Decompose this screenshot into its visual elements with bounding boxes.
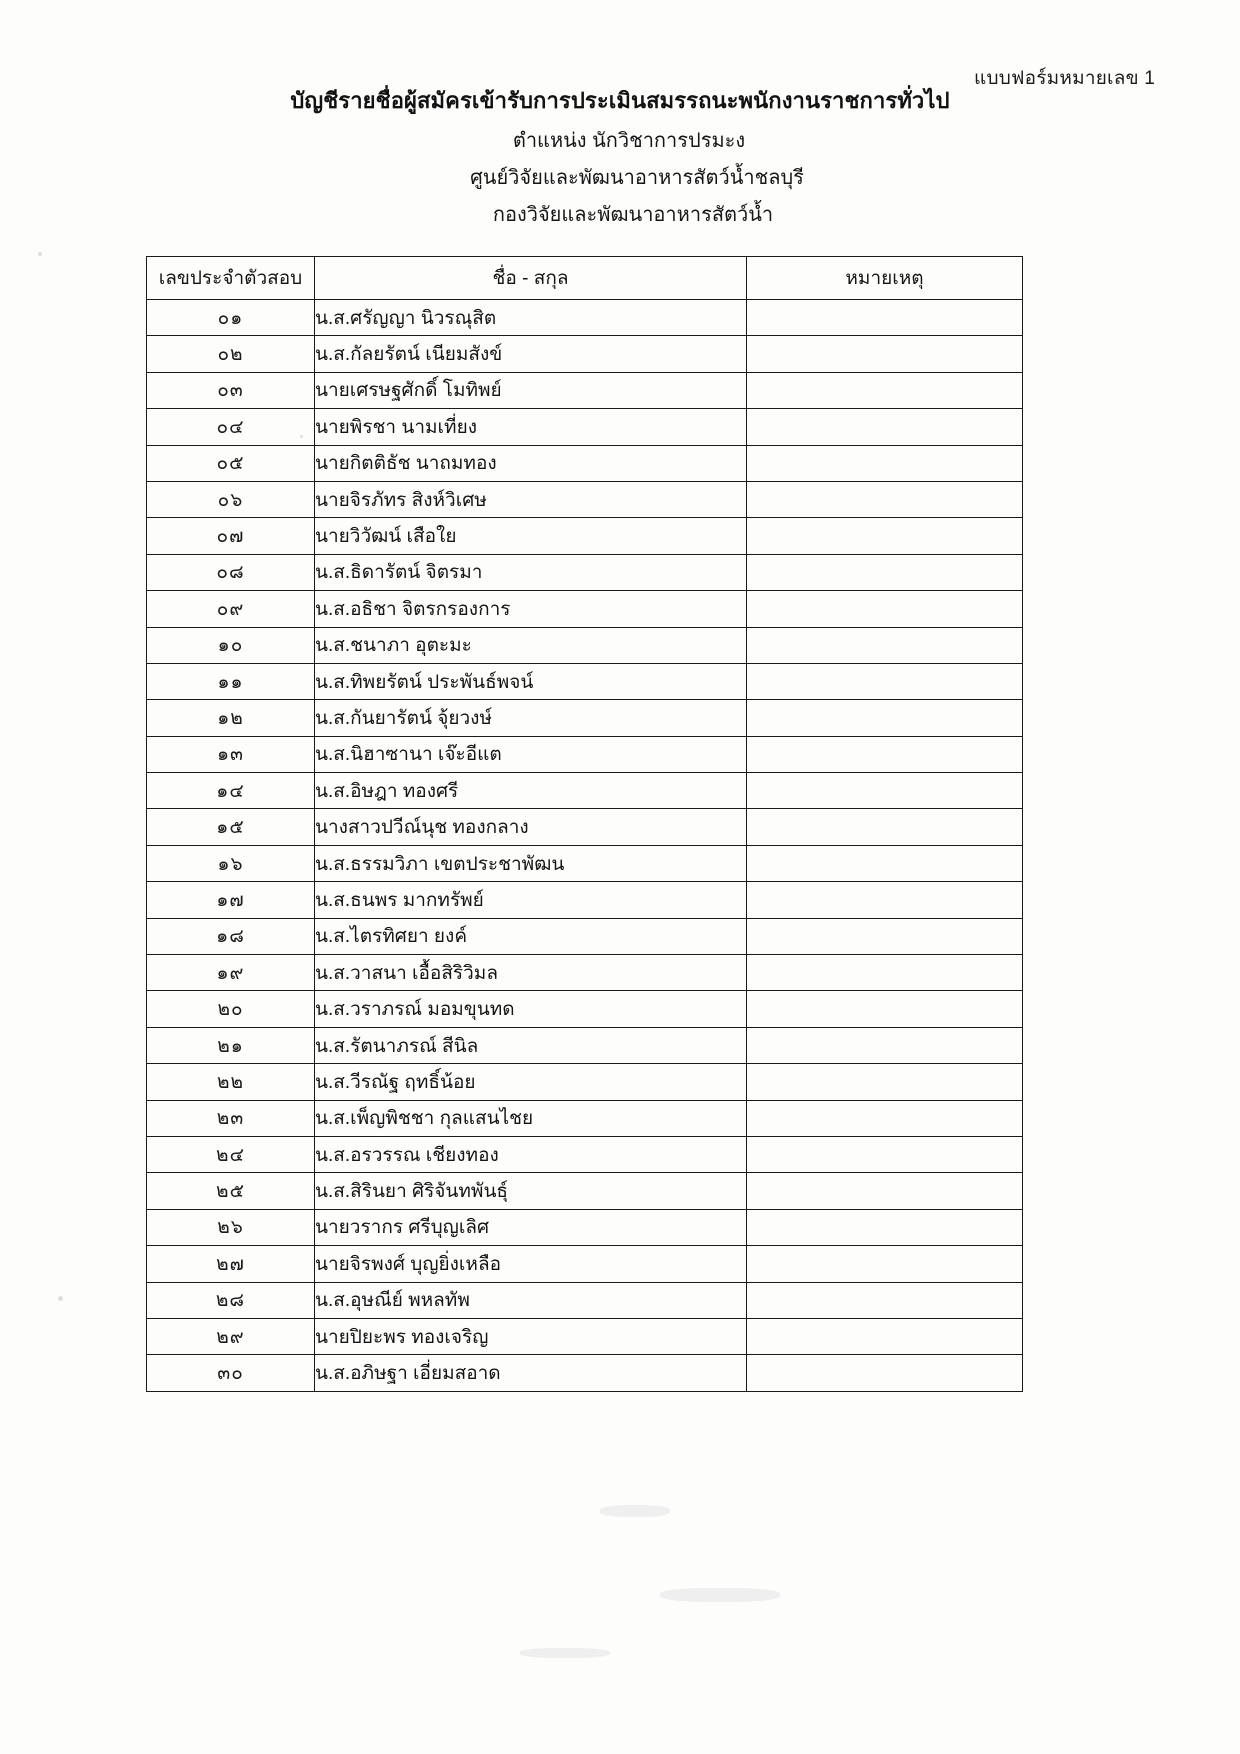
remarks-cell xyxy=(747,554,1023,590)
exam-number-cell: ๒๒ xyxy=(147,1064,315,1100)
document-header xyxy=(0,86,1240,231)
applicant-name-cell: น.ส.ชนาภา อุตะมะ xyxy=(315,627,747,663)
table-row xyxy=(147,1100,1023,1136)
applicant-name-cell: น.ส.วาสนา เอื้อสิริวิมล xyxy=(315,955,747,991)
table-row xyxy=(147,336,1023,372)
remarks-cell xyxy=(747,1246,1023,1282)
applicant-name-cell: น.ส.วราภรณ์ มอมขุนทด xyxy=(315,991,747,1027)
applicant-name-cell: นายเศรษฐศักดิ์ โมทิพย์ xyxy=(315,372,747,408)
applicant-name-cell: นายพิรชา นามเที่ยง xyxy=(315,409,747,445)
exam-number-cell: ๒๑ xyxy=(147,1027,315,1063)
applicant-name-cell: น.ส.อิษฎา ทองศรี xyxy=(315,773,747,809)
table-row xyxy=(147,1282,1023,1318)
exam-number-cell: ๑๓ xyxy=(147,736,315,772)
table-row xyxy=(147,481,1023,517)
exam-number-cell: ๑๑ xyxy=(147,663,315,699)
remarks-cell xyxy=(747,1136,1023,1172)
applicant-name-cell: น.ส.อรวรรณ เชียงทอง xyxy=(315,1136,747,1172)
exam-number-cell: ๐๒ xyxy=(147,336,315,372)
remarks-cell xyxy=(747,591,1023,627)
remarks-cell xyxy=(747,1355,1023,1391)
exam-number-cell: ๑๔ xyxy=(147,773,315,809)
remarks-cell xyxy=(747,518,1023,554)
applicant-name-cell: น.ส.เพ็ญพิชชา กุลแสนไชย xyxy=(315,1100,747,1136)
scan-smudge xyxy=(600,1505,670,1517)
applicant-name-cell: น.ส.กันยารัตน์ จุ้ยวงษ์ xyxy=(315,700,747,736)
exam-number-cell: ๓๐ xyxy=(147,1355,315,1391)
remarks-cell xyxy=(747,663,1023,699)
remarks-cell xyxy=(747,882,1023,918)
exam-number-cell: ๒๖ xyxy=(147,1209,315,1245)
exam-number-cell: ๐๙ xyxy=(147,591,315,627)
applicant-name-cell: น.ส.ธิดารัตน์ จิตรมา xyxy=(315,554,747,590)
applicant-name-cell: น.ส.วีรณัฐ ฤทธิ์น้อย xyxy=(315,1064,747,1100)
table-row xyxy=(147,1355,1023,1391)
exam-number-cell: ๐๖ xyxy=(147,481,315,517)
remarks-cell xyxy=(747,845,1023,881)
roster-table-wrapper xyxy=(146,256,1022,1392)
remarks-cell xyxy=(747,1209,1023,1245)
scan-smudge xyxy=(520,1648,610,1658)
applicant-name-cell: น.ส.อภิษฐา เอี่ยมสอาด xyxy=(315,1355,747,1391)
remarks-cell xyxy=(747,627,1023,663)
table-row xyxy=(147,882,1023,918)
applicant-name-cell: นายปิยะพร ทองเจริญ xyxy=(315,1318,747,1354)
exam-number-cell: ๐๗ xyxy=(147,518,315,554)
table-row xyxy=(147,955,1023,991)
form-number-label: แบบฟอร์มหมายเลข 1 xyxy=(974,68,1155,89)
table-row xyxy=(147,1136,1023,1172)
exam-number-cell: ๐๔ xyxy=(147,409,315,445)
table-row xyxy=(147,554,1023,590)
exam-number-cell: ๒๗ xyxy=(147,1246,315,1282)
applicant-name-cell: น.ส.ทิพยรัตน์ ประพันธ์พจน์ xyxy=(315,663,747,699)
roster-table-body xyxy=(147,300,1023,1392)
table-row xyxy=(147,1173,1023,1209)
table-row xyxy=(147,700,1023,736)
exam-number-cell: ๐๕ xyxy=(147,445,315,481)
table-header-row xyxy=(147,257,1023,300)
exam-number-cell: ๒๘ xyxy=(147,1282,315,1318)
exam-number-cell: ๒๙ xyxy=(147,1318,315,1354)
scan-speck xyxy=(300,435,303,438)
table-row xyxy=(147,445,1023,481)
remarks-cell xyxy=(747,809,1023,845)
applicant-roster-table xyxy=(146,256,1023,1392)
scan-smudge xyxy=(660,1588,780,1602)
exam-number-cell: ๐๘ xyxy=(147,554,315,590)
column-header-remarks: หมายเหตุ xyxy=(747,257,1023,300)
table-row xyxy=(147,409,1023,445)
remarks-cell xyxy=(747,372,1023,408)
applicant-name-cell: น.ส.ธรรมวิภา เขตประชาพัฒน xyxy=(315,845,747,881)
column-header-exam-number: เลขประจำตัวสอบ xyxy=(147,257,315,300)
table-row xyxy=(147,1209,1023,1245)
remarks-cell xyxy=(747,1100,1023,1136)
applicant-name-cell: น.ส.สิรินยา ศิริจันทพันธุ์ xyxy=(315,1173,747,1209)
remarks-cell xyxy=(747,773,1023,809)
applicant-name-cell: น.ส.อธิชา จิตรกรองการ xyxy=(315,591,747,627)
exam-number-cell: ๐๓ xyxy=(147,372,315,408)
division-line: กองวิจัยและพัฒนาอาหารสัตว์น้ำ xyxy=(492,203,774,226)
remarks-cell xyxy=(747,955,1023,991)
table-row xyxy=(147,1027,1023,1063)
exam-number-cell: ๑๐ xyxy=(147,627,315,663)
table-row xyxy=(147,773,1023,809)
remarks-cell xyxy=(747,700,1023,736)
exam-number-cell: ๑๙ xyxy=(147,955,315,991)
remarks-cell xyxy=(747,300,1023,336)
table-row xyxy=(147,809,1023,845)
table-row xyxy=(147,518,1023,554)
applicant-name-cell: นายวิวัฒน์ เสือใย xyxy=(315,518,747,554)
exam-number-cell: ๑๒ xyxy=(147,700,315,736)
exam-number-cell: ๐๑ xyxy=(147,300,315,336)
remarks-cell xyxy=(747,991,1023,1027)
table-row xyxy=(147,1246,1023,1282)
remarks-cell xyxy=(747,1318,1023,1354)
remarks-cell xyxy=(747,918,1023,954)
table-row xyxy=(147,663,1023,699)
applicant-name-cell: น.ส.ธนพร มากทรัพย์ xyxy=(315,882,747,918)
remarks-cell xyxy=(747,736,1023,772)
exam-number-cell: ๒๓ xyxy=(147,1100,315,1136)
table-row xyxy=(147,736,1023,772)
table-row xyxy=(147,991,1023,1027)
exam-number-cell: ๑๖ xyxy=(147,845,315,881)
applicant-name-cell: น.ส.ศรัญญา นิวรณุสิต xyxy=(315,300,747,336)
exam-number-cell: ๑๗ xyxy=(147,882,315,918)
remarks-cell xyxy=(747,1282,1023,1318)
table-row xyxy=(147,845,1023,881)
applicant-name-cell: น.ส.กัลยรัตน์ เนียมสังข์ xyxy=(315,336,747,372)
applicant-name-cell: น.ส.ไตรทิศยา ยงค์ xyxy=(315,918,747,954)
exam-number-cell: ๑๘ xyxy=(147,918,315,954)
applicant-name-cell: นายกิตติธัช นาถมทอง xyxy=(315,445,747,481)
center-line: ศูนย์วิจัยและพัฒนาอาหารสัตว์น้ำชลบุรี xyxy=(470,166,804,189)
column-header-full-name: ชื่อ - สกุล xyxy=(315,257,747,300)
remarks-cell xyxy=(747,445,1023,481)
applicant-name-cell: นายจิรภัทร สิงห์วิเศษ xyxy=(315,481,747,517)
exam-number-cell: ๒๔ xyxy=(147,1136,315,1172)
table-row xyxy=(147,300,1023,336)
exam-number-cell: ๒๐ xyxy=(147,991,315,1027)
remarks-cell xyxy=(747,1027,1023,1063)
position-line: ตำแหน่ง นักวิชาการปรมะง xyxy=(512,129,746,152)
table-row xyxy=(147,1318,1023,1354)
remarks-cell xyxy=(747,1173,1023,1209)
table-row xyxy=(147,591,1023,627)
page-title: บัญชีรายชื่อผู้สมัครเข้ารับการประเมินสมรรถนะพนักงานราชการทั่วไป xyxy=(290,88,950,113)
applicant-name-cell: น.ส.นิฮาซานา เจ๊ะอีแต xyxy=(315,736,747,772)
scan-speck xyxy=(58,1296,63,1301)
scan-speck xyxy=(38,252,42,256)
table-row xyxy=(147,627,1023,663)
table-row xyxy=(147,1064,1023,1100)
exam-number-cell: ๒๕ xyxy=(147,1173,315,1209)
applicant-name-cell: นายวรากร ศรีบุญเลิศ xyxy=(315,1209,747,1245)
remarks-cell xyxy=(747,409,1023,445)
applicant-name-cell: นางสาวปวีณ์นุช ทองกลาง xyxy=(315,809,747,845)
exam-number-cell: ๑๕ xyxy=(147,809,315,845)
applicant-name-cell: น.ส.รัตนาภรณ์ สีนิล xyxy=(315,1027,747,1063)
remarks-cell xyxy=(747,336,1023,372)
applicant-name-cell: น.ส.อุษณีย์ พหลทัพ xyxy=(315,1282,747,1318)
remarks-cell xyxy=(747,1064,1023,1100)
remarks-cell xyxy=(747,481,1023,517)
table-row xyxy=(147,372,1023,408)
table-row xyxy=(147,918,1023,954)
applicant-name-cell: นายจิรพงศ์ บุญยิ่งเหลือ xyxy=(315,1246,747,1282)
